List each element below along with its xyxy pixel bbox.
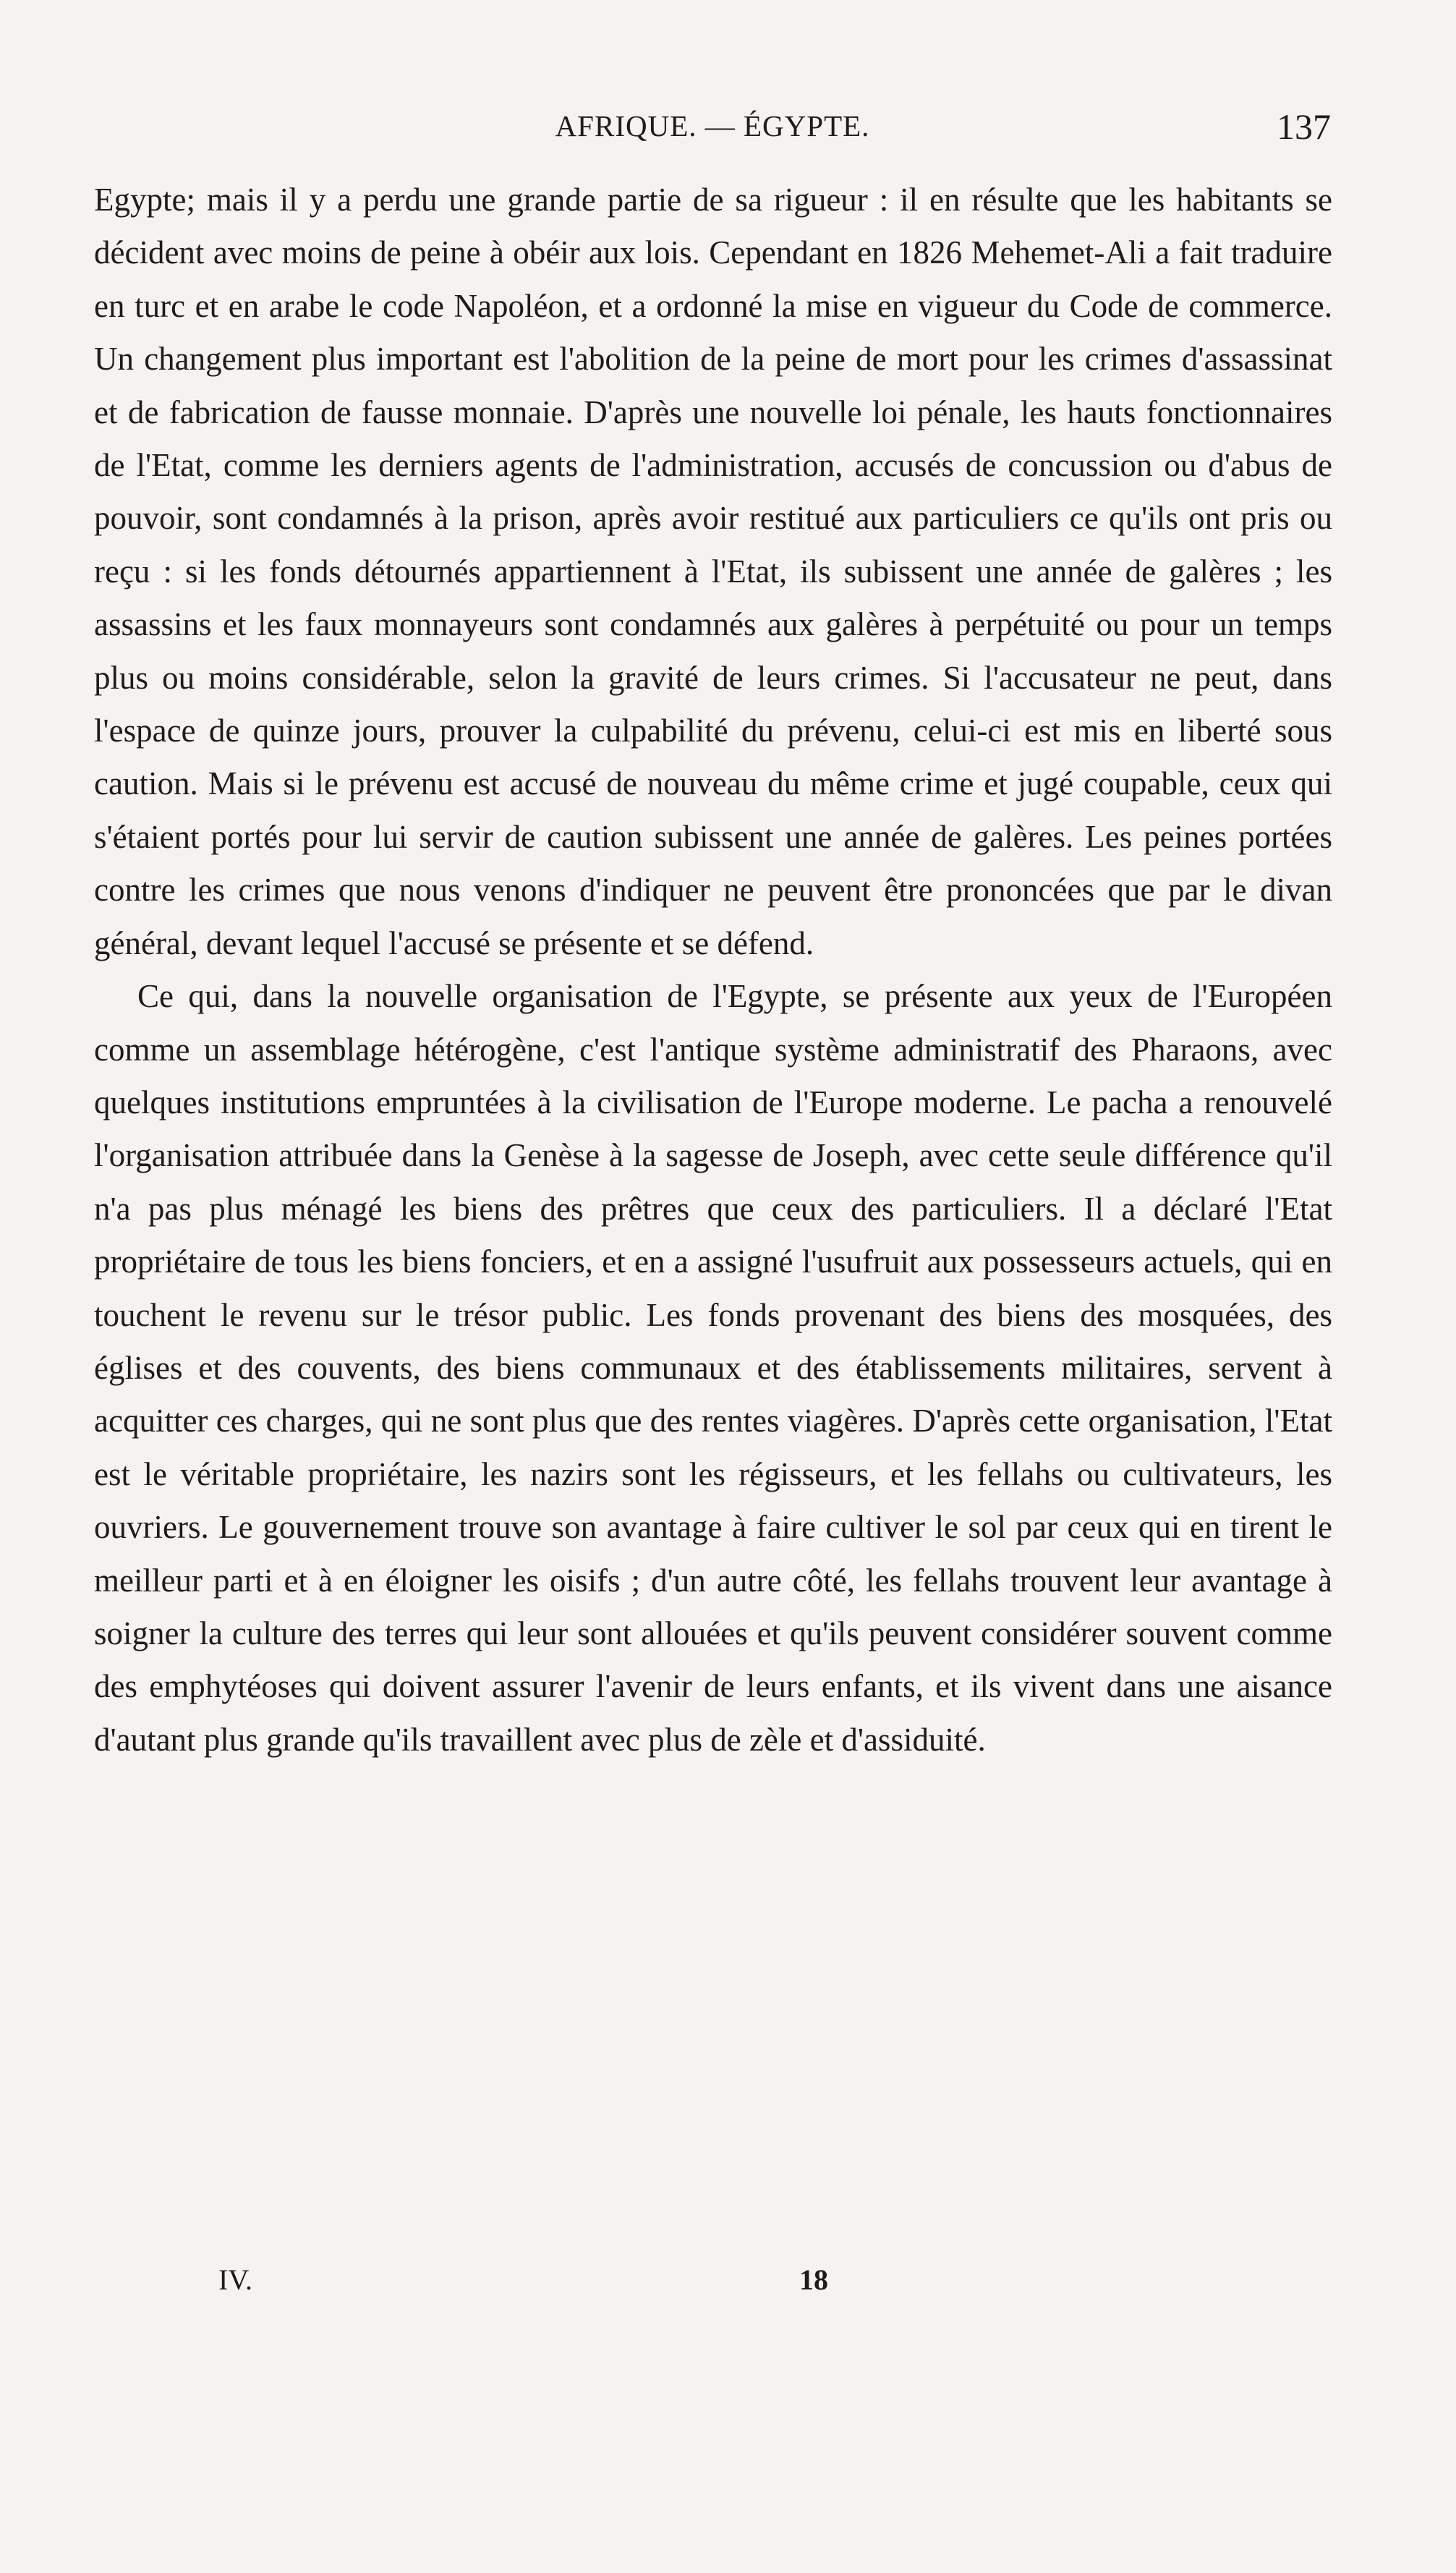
- page-footer: [94, 2263, 1332, 2306]
- sheet-number: 18: [799, 2263, 828, 2296]
- paragraph-1: Egypte; mais il y a perdu une grande partie de sa rigueur : il en résulte que les habitants se décident avec moins de peine à obéir aux lois. Cependant en 1826 Mehemet-Ali a fait traduire en turc et en arabe le code Napoléon, et a ordonné la mise en vigueur du Code de commerce. Un changement plus important est l'abolition de la peine de mort pour les crimes d'assassinat et de fabrication de fausse monnaie. D'après une nouvelle loi pénale, les hauts fonctionnaires de l'Etat, comme les derniers agents de l'administration, accusés de concussion ou d'abus de pouvoir, sont condamnés à la prison, après avoir restitué aux particuliers ce qu'ils ont pris ou reçu : si les fonds détournés appartiennent à l'Etat, ils subissent une année de galères ; les assassins et les faux monnayeurs sont condamnés aux galères à perpétuité ou pour un temps plus ou moins considérable, selon la gravité de leurs crimes. Si l'accusateur ne peut, dans l'espace de quinze jours, prouver la culpabilité du prévenu, celui-ci est mis en liberté sous caution. Mais si le prévenu est accusé de nouveau du même crime et jugé coupable, ceux qui s'étaient portés pour lui servir de caution subissent une année de galères. Les peines portées contre les crimes que nous venons d'indiquer ne peuvent être prononcées que par le divan général, devant lequel l'accusé se présente et se défend.: [94, 182, 1332, 961]
- paragraph-2: Ce qui, dans la nouvelle organisation de l'Egypte, se présente aux yeux de l'Européen comme un assemblage hétérogène, c'est l'antique système administratif des Pharaons, avec quelques institutions empruntées à la civilisation de l'Europe moderne. Le pacha a renouvelé l'organisation attribuée dans la Genèse à la sagesse de Joseph, avec cette seule différence qu'il n'a pas plus ménagé les biens des prêtres que ceux des particuliers. Il a déclaré l'Etat propriétaire de tous les biens fonciers, et en a assigné l'usufruit aux possesseurs actuels, qui en touchent le revenu sur le trésor public. Les fonds provenant des biens des mosquées, des églises et des couvents, des biens communaux et des établissements militaires, servent à acquitter ces charges, qui ne sont plus que des rentes viagères. D'après cette organisation, l'Etat est le véritable propriétaire, les nazirs sont les régisseurs, et les fellahs ou cultivateurs, les ouvriers. Le gouvernement trouve son avantage à faire cultiver le sol par ceux qui en tirent le meilleur parti et à en éloigner les oisifs ; d'un autre côté, les fellahs trouvent leur avantage à soigner la culture des terres qui leur sont allouées et qu'ils peuvent considérer souvent comme des emphytéoses qui doivent assurer l'avenir de leurs enfants, et ils vivent dans une aisance d'autant plus grande qu'ils travaillent avec plus de zèle et d'assiduité.: [94, 978, 1332, 1758]
- signature-mark: IV.: [218, 2263, 253, 2296]
- body-text: [94, 174, 1332, 2271]
- page-header: [94, 106, 1331, 159]
- running-title: AFRIQUE. — ÉGYPTE.: [555, 109, 870, 143]
- page-number: 137: [1277, 106, 1331, 147]
